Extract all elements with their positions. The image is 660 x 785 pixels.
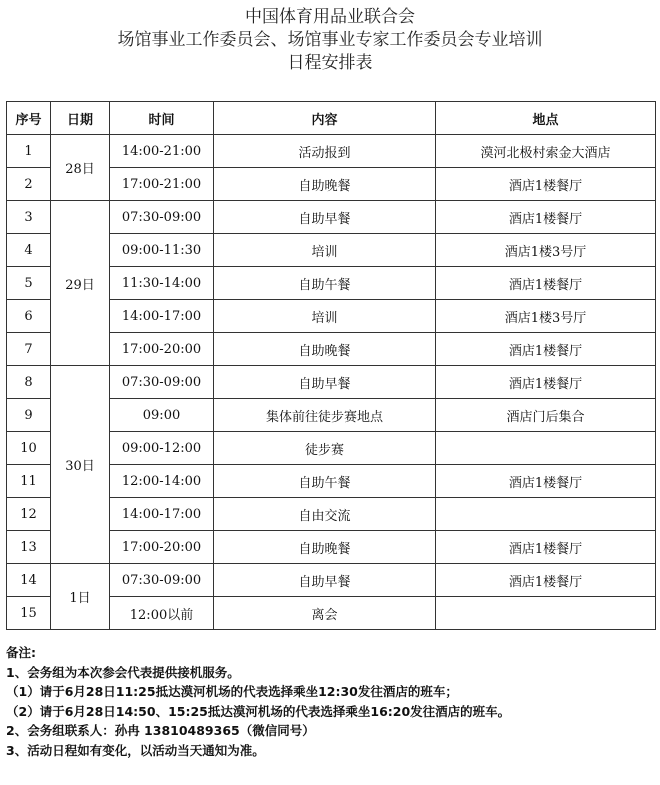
- cell-time: 12:00-14:00: [110, 465, 214, 498]
- cell-content: 培训: [214, 300, 436, 333]
- schedule-table: [6, 101, 656, 630]
- cell-place: 酒店1楼餐厅: [436, 168, 656, 201]
- note-line: 2、会务组联系人：孙冉 13810489365（微信同号）: [6, 723, 315, 738]
- title-line-1: 中国体育用品业联合会: [245, 7, 415, 27]
- header-content: 内容: [214, 102, 436, 135]
- cell-place: 酒店1楼餐厅: [436, 366, 656, 399]
- cell-time: 12:00以前: [110, 597, 214, 630]
- cell-no: 6: [7, 300, 51, 333]
- cell-time: 17:00-20:00: [110, 531, 214, 564]
- cell-place: 酒店1楼餐厅: [436, 267, 656, 300]
- cell-no: 14: [7, 564, 51, 597]
- cell-content: 活动报到: [214, 135, 436, 168]
- cell-time: 09:00-12:00: [110, 432, 214, 465]
- header-date: 日期: [51, 102, 110, 135]
- cell-time: 17:00-20:00: [110, 333, 214, 366]
- cell-no: 3: [7, 201, 51, 234]
- table-row: [7, 135, 656, 168]
- cell-content: 自助午餐: [214, 267, 436, 300]
- cell-no: 5: [7, 267, 51, 300]
- cell-time: 14:00-21:00: [110, 135, 214, 168]
- cell-no: 7: [7, 333, 51, 366]
- cell-content: 自由交流: [214, 498, 436, 531]
- cell-time: 09:00: [110, 399, 214, 432]
- cell-date: 29日: [51, 201, 110, 366]
- cell-date: 30日: [51, 366, 110, 564]
- title-line-3: 日程安排表: [287, 53, 373, 73]
- cell-time: 11:30-14:00: [110, 267, 214, 300]
- cell-content: 自助午餐: [214, 465, 436, 498]
- cell-no: 15: [7, 597, 51, 630]
- cell-no: 13: [7, 531, 51, 564]
- cell-time: 14:00-17:00: [110, 300, 214, 333]
- cell-no: 12: [7, 498, 51, 531]
- cell-no: 10: [7, 432, 51, 465]
- header-time: 时间: [110, 102, 214, 135]
- cell-place: 漠河北极村索金大酒店: [436, 135, 656, 168]
- schedule-body: [7, 135, 656, 630]
- cell-place: 酒店门后集合: [436, 399, 656, 432]
- cell-place: [436, 432, 656, 465]
- cell-time: 09:00-11:30: [110, 234, 214, 267]
- cell-no: 1: [7, 135, 51, 168]
- cell-time: 07:30-09:00: [110, 366, 214, 399]
- cell-place: 酒店1楼餐厅: [436, 564, 656, 597]
- cell-time: 17:00-21:00: [110, 168, 214, 201]
- cell-content: 自助晚餐: [214, 531, 436, 564]
- cell-no: 9: [7, 399, 51, 432]
- cell-no: 11: [7, 465, 51, 498]
- cell-date: 28日: [51, 135, 110, 201]
- cell-time: 07:30-09:00: [110, 201, 214, 234]
- title-line-2: 场馆事业工作委员会、场馆事业专家工作委员会专业培训: [117, 30, 543, 50]
- cell-place: 酒店1楼餐厅: [436, 333, 656, 366]
- cell-place: [436, 498, 656, 531]
- cell-time: 14:00-17:00: [110, 498, 214, 531]
- cell-place: 酒店1楼3号厅: [436, 300, 656, 333]
- header-no: 序号: [7, 102, 51, 135]
- document-title: [0, 6, 660, 75]
- note-line: （2）请于6月28日14:50、15:25抵达漠河机场的代表选择乘坐16:20发往酒店的班车。: [6, 703, 511, 719]
- cell-content: 自助早餐: [214, 366, 436, 399]
- cell-place: 酒店1楼3号厅: [436, 234, 656, 267]
- cell-time: 07:30-09:00: [110, 564, 214, 597]
- cell-content: 培训: [214, 234, 436, 267]
- cell-content: 徒步赛: [214, 432, 436, 465]
- cell-place: 酒店1楼餐厅: [436, 531, 656, 564]
- table-row: [7, 366, 656, 399]
- cell-content: 离会: [214, 597, 436, 630]
- cell-date: 1日: [51, 564, 110, 630]
- table-row: [7, 564, 656, 597]
- note-line: （1）请于6月28日11:25抵达漠河机场的代表选择乘坐12:30发往酒店的班车；: [6, 684, 458, 699]
- cell-no: 2: [7, 168, 51, 201]
- cell-no: 8: [7, 366, 51, 399]
- notes-section: [6, 643, 656, 760]
- cell-content: 自助晚餐: [214, 168, 436, 201]
- notes-heading: 备注:: [6, 645, 36, 660]
- cell-content: 自助早餐: [214, 564, 436, 597]
- table-row: [7, 201, 656, 234]
- note-line: 1、会务组为本次参会代表提供接机服务。: [6, 664, 240, 680]
- cell-place: [436, 597, 656, 630]
- cell-place: 酒店1楼餐厅: [436, 201, 656, 234]
- cell-no: 4: [7, 234, 51, 267]
- cell-content: 集体前往徒步赛地点: [214, 399, 436, 432]
- header-place: 地点: [436, 102, 656, 135]
- cell-content: 自助早餐: [214, 201, 436, 234]
- cell-place: 酒店1楼餐厅: [436, 465, 656, 498]
- cell-content: 自助晚餐: [214, 333, 436, 366]
- table-header-row: [7, 102, 656, 135]
- note-line: 3、活动日程如有变化，以活动当天通知为准。: [6, 742, 265, 758]
